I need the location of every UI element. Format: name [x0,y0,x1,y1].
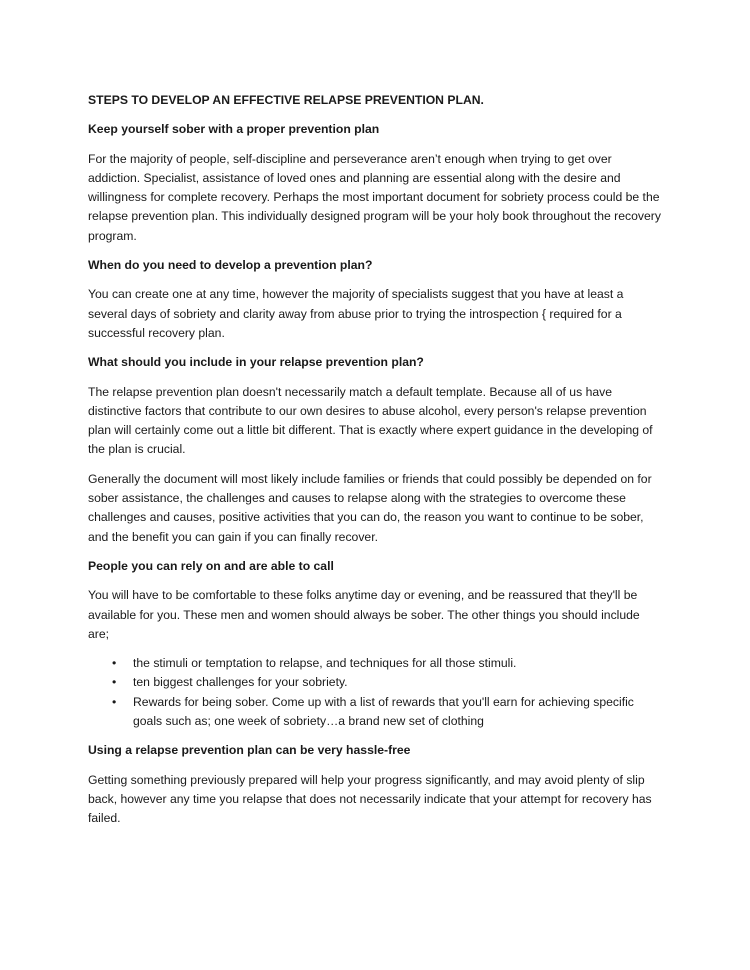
document-page [88,91,662,839]
bullet-icon: • [112,656,117,671]
section-paragraph: Generally the document will most likely include families or friends that could possibly be depended on for sober assistance, the challenges and causes to relapse along with the strategies to overcome these challenges and causes, positive activities that you can do, the reason you want to continue to be sober, and the benefit you can gain if you can finally recover. [88,471,652,544]
bullet-text: ten biggest challenges for your sobriety. [133,675,348,690]
section-paragraph: You can create one at any time, however the majority of specialists suggest that you have at least a several days of sobriety and clarity away from abuse prior to trying the introspection { required for a successful recovery plan. [88,287,624,340]
section-heading-when-to-develop: When do you need to develop a prevention plan? [88,258,373,273]
bullet-list [88,654,662,731]
bullet-icon: • [112,675,117,690]
bullet-item [88,693,662,732]
section-paragraph: For the majority of people, self-discipline and perseverance aren’t enough when trying to get over addiction. Specialist, assistance of loved ones and planning are essential along with the desire and willingness for complete recovery. Perhaps the most important document for sobriety process could be the relapse prevention plan. This individually designed program will be your holy book throughout the recovery program. [88,151,661,243]
section-heading-people-to-call: People you can rely on and are able to call [88,558,334,573]
bullet-text: Rewards for being sober. Come up with a list of rewards that you'll earn for achieving specific goals such as; one week of sobriety…a brand new set of clothing [133,694,634,729]
section-paragraph: You will have to be comfortable to these folks anytime day or evening, and be reassured that they'll be available for you. These men and women should always be sober. The other things you should include are; [88,588,640,641]
section-paragraph: Getting something previously prepared will help your progress significantly, and may avoid plenty of slip back, however any time you relapse that does not necessarily indicate that your attempt for recovery has failed. [88,772,652,826]
bullet-icon: • [112,694,117,709]
section-heading-hassle-free: Using a relapse prevention plan can be very hassle-free [88,743,411,758]
bullet-text: the stimuli or temptation to relapse, and techniques for all those stimuli. [133,656,517,671]
section-heading-what-to-include: What should you include in your relapse prevention plan? [88,355,424,370]
section-heading-prevention-plan: Keep yourself sober with a proper prevention plan [88,122,380,137]
bullet-item [88,673,662,692]
bullet-item [88,654,662,673]
section-paragraph: The relapse prevention plan doesn't necessarily match a default template. Because all of us have distinctive factors that contribute to our own desires to abuse alcohol, every person's relapse prevention plan will certainly come out a little bit different. That is exactly where expert guidance in the developing of the plan is crucial. [88,384,653,457]
document-title: STEPS TO DEVELOP AN EFFECTIVE RELAPSE PREVENTION PLAN. [88,93,484,107]
